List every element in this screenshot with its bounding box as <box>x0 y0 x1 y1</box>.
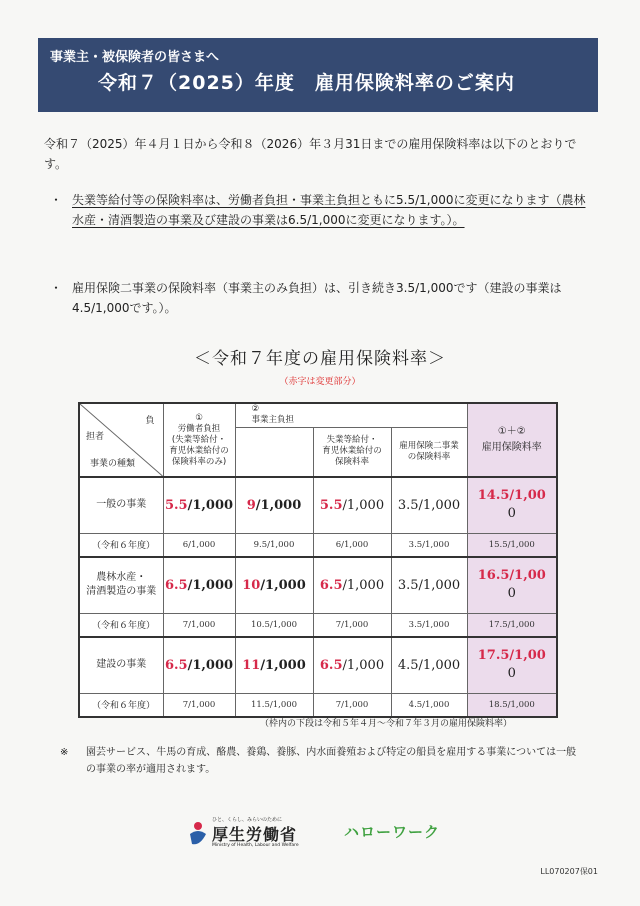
col-header-employer: ② 事業主負担 <box>235 403 467 427</box>
prev-year-label: （令和６年度） <box>79 613 163 637</box>
bullet-mark: ・ <box>50 193 63 207</box>
prev-employer-two-projects-rate: 4.5/1,000 <box>391 693 467 717</box>
employer-unemployment-rate-cell: 5.5/1,000 <box>313 477 391 533</box>
hellowork-logo: ハローワーク <box>344 823 441 841</box>
employer-unemployment-rate-cell: 6.5/1,000 <box>313 637 391 693</box>
prev-total-rate: 15.5/1,000 <box>467 533 557 557</box>
prev-year-label: （令和６年度） <box>79 693 163 717</box>
intro-paragraph: 令和７（2025）年４月１日から令和８（2026）年３月31日までの雇用保険料率は以下のとおりです。 <box>44 137 577 171</box>
total-rate-cell: 16.5/1,00 0 <box>467 557 557 613</box>
footnote-mark: ※ <box>60 747 69 758</box>
worker-rate-cell: 6.5/1,000 <box>163 557 235 613</box>
corner-label-mid: 担者 <box>86 432 105 442</box>
prev-employer-rate: 11.5/1,000 <box>235 693 313 717</box>
prev-employer-rate: 9.5/1,000 <box>235 533 313 557</box>
col-header-total: ①＋② 雇用保険料率 <box>467 403 557 477</box>
prev-employer-two-projects-rate: 3.5/1,000 <box>391 533 467 557</box>
total-rate-cell: 17.5/1,00 0 <box>467 637 557 693</box>
insurance-rate-table <box>78 402 558 718</box>
employer-two-projects-rate-cell: 4.5/1,000 <box>391 637 467 693</box>
table-row-agriculture-prev <box>79 613 557 637</box>
rate-table-title: ＜令和７年度の雇用保険料率＞ <box>194 349 446 369</box>
prev-employer-unemployment-rate: 7/1,000 <box>313 693 391 717</box>
employer-rate-cell: 9/1,000 <box>235 477 313 533</box>
prev-year-label: （令和６年度） <box>79 533 163 557</box>
table-footer-note: （枠内の下段は令和５年４月～令和７年３月の雇用保険料率） <box>260 719 513 729</box>
corner-label-top: 負 <box>145 416 155 426</box>
prev-employer-two-projects-rate: 3.5/1,000 <box>391 613 467 637</box>
corner-label-bottom: 事業の種類 <box>90 459 136 469</box>
col-header-employer-two-projects: 雇用保険二事業 の保険料率 <box>391 427 467 477</box>
worker-rate-cell: 5.5/1,000 <box>163 477 235 533</box>
employer-two-projects-rate-cell: 3.5/1,000 <box>391 477 467 533</box>
category-cell: 一般の事業 <box>79 477 163 533</box>
table-row-general <box>79 477 557 533</box>
mhlw-logo <box>188 816 328 850</box>
col-header-employer-total-blank <box>235 427 313 477</box>
prev-employer-rate: 10.5/1,000 <box>235 613 313 637</box>
employer-two-projects-rate-cell: 3.5/1,000 <box>391 557 467 613</box>
prev-worker-rate: 6/1,000 <box>163 533 235 557</box>
document-code: LL070207保01 <box>540 867 598 876</box>
category-cell: 農林水産・ 清酒製造の事業 <box>79 557 163 613</box>
table-row-construction <box>79 637 557 693</box>
prev-worker-rate: 7/1,000 <box>163 693 235 717</box>
bullet-text: 雇用保険二事業の保険料率（事業主のみ負担）は、引き続き3.5/1,000です（建設の事業は4.5/1,000です。）。 <box>72 281 562 315</box>
bullet-mark: ・ <box>50 281 63 295</box>
employer-unemployment-rate-cell: 6.5/1,000 <box>313 557 391 613</box>
category-cell: 建設の事業 <box>79 637 163 693</box>
total-rate-cell: 14.5/1,00 0 <box>467 477 557 533</box>
mhlw-emblem-icon <box>188 820 208 846</box>
footnote-text: 園芸サービス、牛馬の育成、酪農、養鶏、養豚、内水面養殖および特定の船員を雇用する事業については一般の事業の率が適用されます。 <box>86 747 577 775</box>
table-row-construction-prev <box>79 693 557 717</box>
header-band <box>38 38 598 112</box>
col-header-employer-unemployment: 失業等給付・ 育児休業給付の 保険料率 <box>313 427 391 477</box>
mhlw-english-name: Ministry of Health, Labour and Welfare <box>212 843 299 848</box>
table-row-agriculture <box>79 557 557 613</box>
mhlw-tagline: ひと、くらし、みらいのために <box>212 817 283 823</box>
header-subtitle: 事業主・被保険者の皆さまへ <box>50 50 220 65</box>
red-text-note: （赤字は変更部分） <box>279 377 361 387</box>
prev-total-rate: 17.5/1,000 <box>467 613 557 637</box>
prev-employer-unemployment-rate: 7/1,000 <box>313 613 391 637</box>
col-header-worker: ① 労働者負担 (失業等給付・ 育児休業給付の 保険料率のみ) <box>163 403 235 477</box>
employer-rate-cell: 10/1,000 <box>235 557 313 613</box>
table-corner-cell <box>79 403 163 477</box>
table-row-general-prev <box>79 533 557 557</box>
page-title: 令和７（2025）年度 雇用保険料率のご案内 <box>98 72 515 94</box>
prev-total-rate: 18.5/1,000 <box>467 693 557 717</box>
bullet-text: 失業等給付等の保険料率は、労働者負担・事業主負担ともに5.5/1,000に変更になります（農林水産・清酒製造の事業及び建設の事業は6.5/1,000に変更になります。）。 <box>72 193 586 227</box>
mhlw-name: 厚生労働省 <box>212 825 298 844</box>
worker-rate-cell: 6.5/1,000 <box>163 637 235 693</box>
prev-employer-unemployment-rate: 6/1,000 <box>313 533 391 557</box>
prev-worker-rate: 7/1,000 <box>163 613 235 637</box>
employer-rate-cell: 11/1,000 <box>235 637 313 693</box>
